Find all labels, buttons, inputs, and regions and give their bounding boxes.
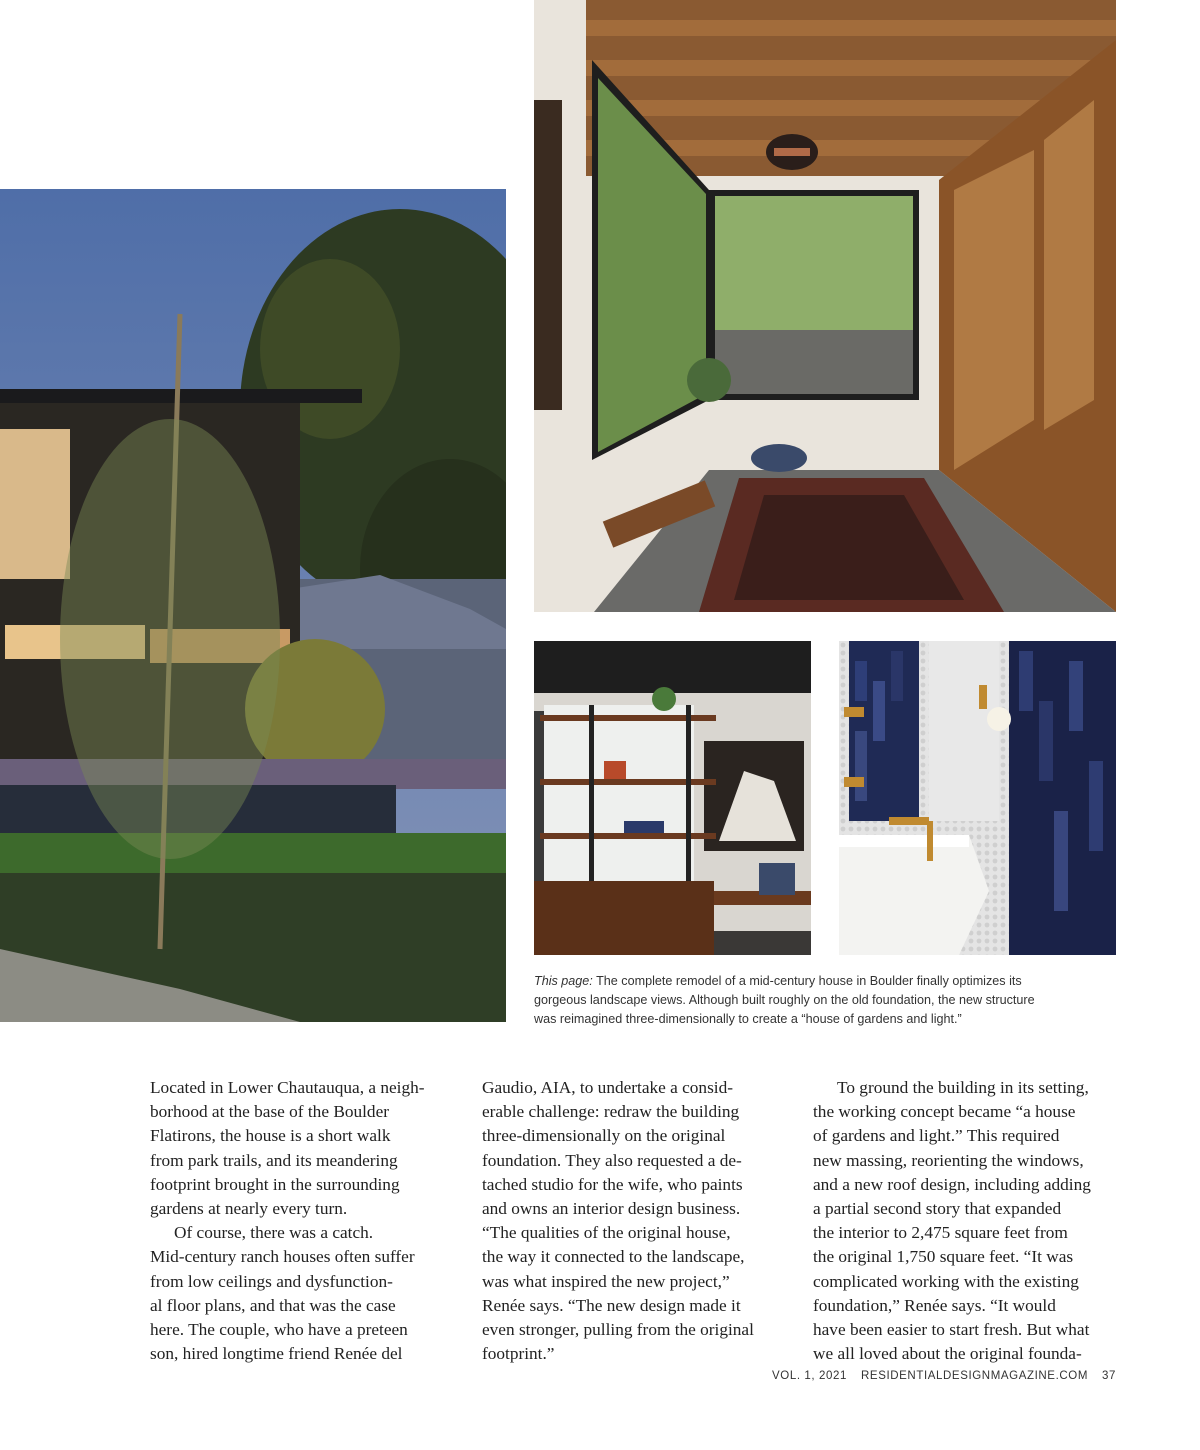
exterior-photo xyxy=(0,189,506,1022)
article-line: Renée says. “The new design made it xyxy=(482,1295,741,1315)
caption-line-1 xyxy=(534,972,1109,991)
shelving-photo xyxy=(534,641,811,955)
article-column-1 xyxy=(150,1076,460,1366)
article-column-2 xyxy=(482,1076,792,1366)
exterior-image xyxy=(0,189,506,1022)
article-line: and owns an interior design business. xyxy=(482,1199,741,1219)
article-line: al floor plans, and that was the case xyxy=(150,1295,396,1315)
hallway-photo xyxy=(534,0,1116,612)
hallway-image xyxy=(534,0,1116,612)
footer-site: RESIDENTIALDESIGNMAGAZINE.COM xyxy=(861,1370,1088,1382)
article-line: erable challenge: redraw the building xyxy=(482,1102,740,1122)
article-line: have been easier to start fresh. But what xyxy=(813,1320,1090,1340)
article-line: footprint.” xyxy=(482,1344,555,1364)
article-line: we all loved about the original founda- xyxy=(813,1344,1082,1364)
page-footer xyxy=(772,1370,1116,1382)
photo-caption xyxy=(534,972,1109,1029)
article-line: new massing, reorienting the windows, xyxy=(813,1150,1084,1170)
article-line: foundation,” Renée says. “It would xyxy=(813,1295,1056,1315)
article-line: Gaudio, AIA, to undertake a consid- xyxy=(482,1078,733,1097)
article-line: the way it connected to the landscape, xyxy=(482,1247,745,1267)
bathroom-image xyxy=(839,641,1116,955)
article-line: borhood at the base of the Boulder xyxy=(150,1102,389,1122)
article-line: complicated working with the existing xyxy=(813,1271,1079,1291)
article-line: son, hired longtime friend Renée del xyxy=(150,1344,403,1364)
article-column-3 xyxy=(813,1076,1123,1366)
article-line: was what inspired the new project,” xyxy=(482,1271,730,1291)
article-line: the interior to 2,475 square feet from xyxy=(813,1223,1068,1243)
article-line: Located in Lower Chautauqua, a neigh- xyxy=(150,1078,425,1097)
article-line: three-dimensionally on the original xyxy=(482,1126,726,1146)
article-line: gardens at nearly every turn. xyxy=(150,1199,348,1219)
article-line: Of course, there was a catch. xyxy=(174,1223,374,1243)
caption-text-1: The complete remodel of a mid-century house in Boulder finally optimizes its xyxy=(592,974,1022,988)
article-line: tached studio for the wife, who paints xyxy=(482,1174,743,1194)
article-line: foundation. They also requested a de- xyxy=(482,1150,742,1170)
article-line: Flatirons, the house is a short walk xyxy=(150,1126,391,1146)
article-line: footprint brought in the surrounding xyxy=(150,1174,400,1194)
article-line: of gardens and light.” This required xyxy=(813,1126,1060,1146)
article-line: To ground the building in its setting, xyxy=(837,1078,1089,1097)
bathroom-photo xyxy=(839,641,1116,955)
page-number: 37 xyxy=(1102,1370,1116,1382)
article-line: from low ceilings and dysfunction- xyxy=(150,1271,393,1291)
caption-line-2: gorgeous landscape views. Although built roughly on the old foundation, the new structure xyxy=(534,993,1035,1007)
article-line: the working concept became “a house xyxy=(813,1102,1076,1122)
article-line: and a new roof design, including adding xyxy=(813,1174,1091,1194)
article-line: “The qualities of the original house, xyxy=(482,1223,731,1243)
article-line: Mid-century ranch houses often suffer xyxy=(150,1247,415,1267)
article-line: here. The couple, who have a preteen xyxy=(150,1320,408,1340)
article-line: the original 1,750 square feet. “It was xyxy=(813,1247,1074,1267)
shelving-image xyxy=(534,641,811,955)
article-line: a partial second story that expanded xyxy=(813,1199,1062,1219)
footer-volume: VOL. 1, 2021 xyxy=(772,1370,848,1382)
article-line: from park trails, and its meandering xyxy=(150,1150,398,1170)
caption-lead: This page: xyxy=(534,974,593,988)
article-line: even stronger, pulling from the original xyxy=(482,1320,754,1340)
caption-line-3: was reimagined three-dimensionally to create a “house of gardens and light.” xyxy=(534,1012,962,1026)
